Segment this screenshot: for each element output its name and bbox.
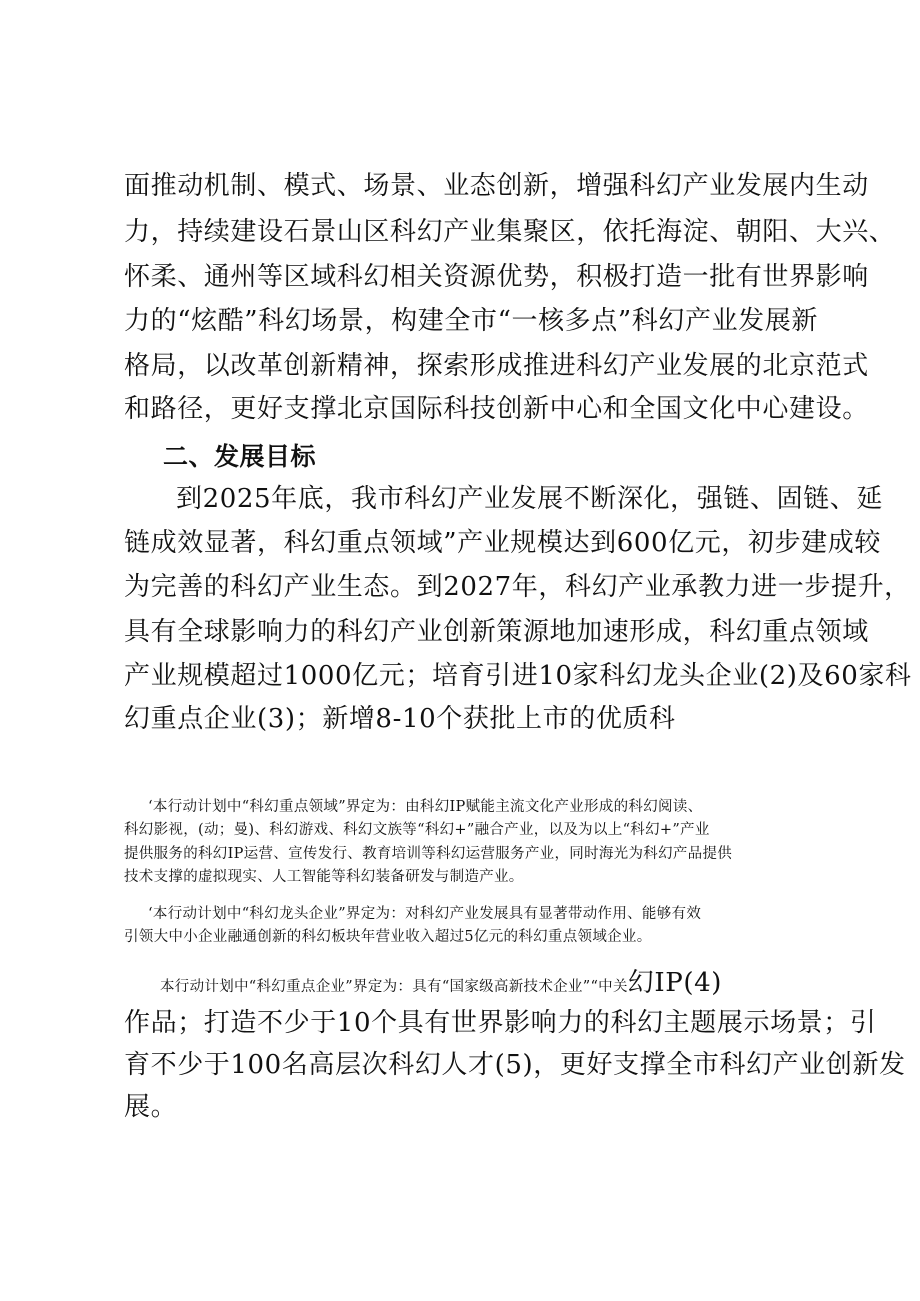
footnote-3-text: 本行动计划中“科幻重点企业”界定为：具有“国家级高新技术企业”“中关 (160, 979, 628, 995)
footnote-1-line-4: 技术支撑的虚拟现实、人工智能等科幻装备研发与制造产业。 (124, 869, 524, 885)
body-line-14: 育不少于100名高层次科幻人才(5)，更好支撑全市科幻产业创新发 (124, 1050, 906, 1080)
body-line-9: 为完善的科幻产业生态。到2027年，科幻产业承教力进一步提升， (124, 572, 911, 602)
body-line-2: 力，持续建设石景山区科幻产业集聚区，依托海淀、朝阳、大兴、 (124, 217, 896, 247)
body-line-6: 和路径，更好支撑北京国际科技创新中心和全国文化中心建设。 (124, 394, 869, 424)
body-line-7: 到2025年底，我市科幻产业发展不断深化，强链、固链、延 (176, 484, 883, 514)
body-line-4: 力的“炫酷”科幻场景，构建全市“一核多点”科幻产业发展新 (124, 306, 818, 336)
section-heading: 二、发展目标 (163, 442, 317, 471)
footnote-2-line-1: ‘本行动计划中“科幻龙头企业”界定为：对科幻产业发展具有显著带动作用、能够有效 (148, 906, 702, 922)
footnote-1-line-1: ‘本行动计划中“科幻重点领域”界定为：由科幻IP赋能主流文化产业形成的科幻阅读、 (148, 799, 703, 815)
body-line-10: 具有全球影响力的科幻产业创新策源地加速形成，科幻重点领域 (124, 617, 869, 647)
body-line-5: 格局，以改革创新精神，探索形成推进科幻产业发展的北京范式 (124, 351, 869, 381)
body-line-3: 怀柔、通州等区域科幻相关资源优势，积极打造一批有世界影响 (124, 262, 869, 292)
body-line-11: 产业规模超过1000亿元；培育引进10家科幻龙头企业(2)及60家科 (124, 661, 912, 691)
body-line-1: 面推动机制、模式、场景、业态创新，增强科幻产业发展内生动 (124, 171, 869, 201)
footnote-3-continuation: 幻IP(4) (627, 968, 722, 998)
body-line-15: 展。 (124, 1092, 178, 1122)
footnote-3-line (160, 968, 722, 1002)
body-line-13: 作品；打造不少于10个具有世界影响力的科幻主题展示场景；引 (124, 1008, 877, 1038)
body-line-8: 链成效显著，科幻重点领域”产业规模达到600亿元，初步建成较 (124, 528, 881, 558)
footnote-2-line-2: 引领大中小企业融通创新的科幻板块年营业收入超过5亿元的科幻重点领域企业。 (124, 929, 652, 945)
body-line-12: 幻重点企业(3)；新增8-10个获批上市的优质科 (124, 704, 676, 734)
footnote-1-line-2: 科幻影视，(动；曼)、科幻游戏、科幻文族等“科幻+”融合产业，以及为以上“科幻+”产业 (124, 822, 710, 838)
footnote-1-line-3: 提供服务的科幻IP运营、宣传发行、教育培训等科幻运营服务产业，同时海光为科幻产品提供 (124, 846, 733, 862)
